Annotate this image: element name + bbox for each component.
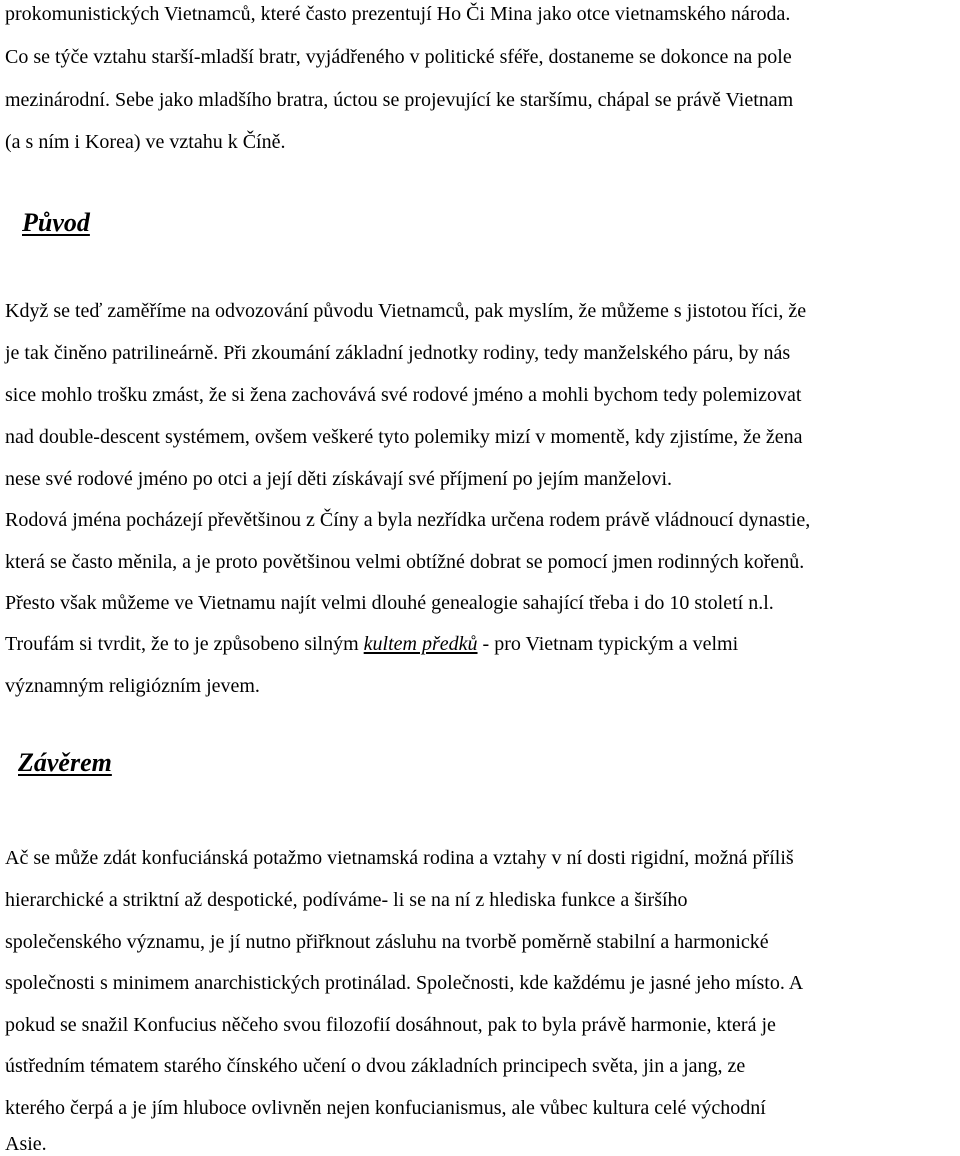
section-heading-zaverem: Závěrem [18, 748, 112, 777]
intro-line: mezinárodní. Sebe jako mladšího bratra, úctou se projevující ke staršímu, chápal se právě Vietnam [5, 89, 794, 111]
emphasized-term: kultem předků [363, 633, 478, 655]
puvod-line: nese své rodové jméno po otci a její děti získávají své příjmení po jejím manželovi. [5, 468, 673, 490]
puvod-line: Přesto však můžeme ve Vietnamu najít velmi dlouhé genealogie sahající třeba i do 10 století n.l. [5, 592, 774, 614]
puvod-line: sice mohlo trošku zmást, že si žena zachovává své rodové jméno a mohli bychom tedy polemizovat [5, 384, 802, 406]
puvod-line: Rodová jména pocházejí převětšinou z Číny a byla nezřídka určena rodem právě vládnoucí dynastie, [5, 509, 811, 531]
puvod-line: Když se teď zaměříme na odvozování původu Vietnamců, pak myslím, že můžeme s jistotou říci, že [5, 300, 807, 322]
zaverem-line: společnosti s minimem anarchistických protinálad. Společnosti, kde každému je jasné jeho místo. A [5, 972, 804, 994]
zaverem-line: kterého čerpá a je jím hluboce ovlivněn nejen konfucianismus, ale vůbec kultura celé východní [5, 1097, 766, 1119]
puvod-line: je tak činěno patrilineárně. Při zkoumání základní jednotky rodiny, tedy manželského páru, by nás [5, 342, 791, 364]
intro-line: Co se týče vztahu starší-mladší bratr, vyjádřeného v politické sféře, dostaneme se dokonce na pole [5, 46, 792, 68]
intro-line: (a s ním i Korea) ve vztahu k Číně. [5, 131, 286, 153]
line-text-after: - pro Vietnam typickým a velmi [477, 633, 739, 655]
section-heading-puvod: Původ [22, 208, 90, 237]
puvod-line: nad double-descent systémem, ovšem veškeré tyto polemiky mizí v momentě, kdy zjistíme, že žena [5, 426, 803, 448]
zaverem-line: Ač se může zdát konfuciánská potažmo vietnamská rodina a vztahy v ní dosti rigidní, možná příliš [5, 847, 794, 869]
puvod-line: která se často měnila, a je proto povětšinou velmi obtížné dobrat se pomocí jmen rodinných kořenů. [5, 551, 805, 573]
zaverem-line: pokud se snažil Konfucius něčeho svou filozofií dosáhnout, pak to byla právě harmonie, která je [5, 1014, 776, 1036]
zaverem-line: hierarchické a striktní až despotické, podíváme- li se na ní z hlediska funkce a širšího [5, 889, 688, 911]
line-text-before: Troufám si tvrdit, že to je způsobeno silným [5, 633, 364, 655]
puvod-line: významným religiózním jevem. [5, 675, 260, 697]
puvod-line-emphasis [5, 632, 738, 656]
zaverem-line: ústředním tématem starého čínského učení o dvou základních principech světa, jin a jang, ze [5, 1055, 746, 1077]
zaverem-line: Asie. [5, 1133, 47, 1155]
zaverem-line: společenského významu, je jí nutno přiřknout zásluhu na tvorbě poměrně stabilní a harmonické [5, 931, 769, 953]
intro-line: prokomunistických Vietnamců, které často prezentují Ho Či Mina jako otce vietnamského národa. [5, 3, 791, 25]
